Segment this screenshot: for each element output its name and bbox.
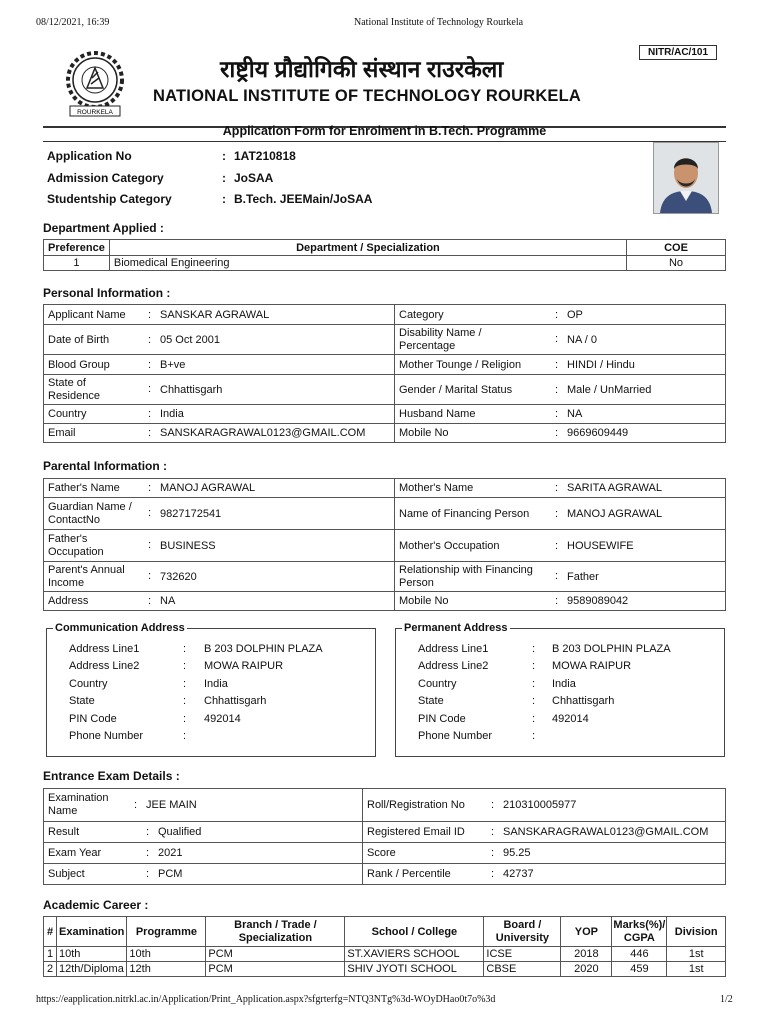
summary-colon: : <box>222 192 226 206</box>
acad-col-school: School / College <box>345 917 484 947</box>
parental-heading: Parental Information : <box>43 459 168 473</box>
perm-label: Phone Number <box>418 730 492 742</box>
exam-label: Exam Year <box>48 847 102 859</box>
acad-cell: 10th <box>127 947 206 962</box>
table-row: Email : SANSKARAGRAWAL0123@GMAIL.COM Mobile No : 9669609449 <box>44 424 726 443</box>
personal-label: Mother Tounge / Religion <box>399 358 522 371</box>
comm-value: B 203 DOLPHIN PLAZA <box>204 643 323 655</box>
parental-value: SARITA AGRAWAL <box>567 482 662 494</box>
acad-cell: 1 <box>44 947 57 962</box>
acad-col-index: # <box>44 917 57 947</box>
acad-col-examination: Examination <box>57 917 127 947</box>
table-row: State of Residence: Chhattisgarh Gender / Marital Status : Male / UnMarried <box>44 375 726 405</box>
comm-value: Chhattisgarh <box>204 695 267 707</box>
parental-value: 732620 <box>160 570 197 583</box>
dept-col-coe: COE <box>627 240 726 256</box>
comm-colon: : <box>183 695 187 707</box>
form-title: Application Form for Enrolment in B.Tech. Programme <box>222 124 547 138</box>
acad-cell: 12th/Diploma <box>57 962 127 977</box>
personal-label: Gender / Marital Status <box>399 383 513 396</box>
table-row <box>44 947 726 962</box>
personal-value: Chhattisgarh <box>160 383 223 396</box>
perm-value: 492014 <box>552 713 589 725</box>
department-heading: Department Applied : <box>43 221 164 235</box>
parental-value: NA <box>160 595 176 607</box>
table-row: Father's Name : MANOJ AGRAWAL Mother's Name : SARITA AGRAWAL <box>44 479 726 498</box>
parental-value: 9827172541 <box>160 507 222 520</box>
academic-heading: Academic Career : <box>43 898 149 912</box>
exam-label: Registered Email ID <box>367 826 465 838</box>
acad-cell: 2 <box>44 962 57 977</box>
personal-value: SANSKARAGRAWAL0123@GMAIL.COM <box>160 427 366 439</box>
personal-value: B+ve <box>160 358 186 371</box>
perm-value: Chhattisgarh <box>552 695 615 707</box>
acad-cell: CBSE <box>484 962 561 977</box>
personal-label: Email <box>48 427 76 439</box>
summary-colon: : <box>222 149 226 163</box>
personal-value: 05 Oct 2001 <box>160 333 220 346</box>
comm-label: Address Line2 <box>69 660 140 672</box>
perm-label: State <box>418 695 444 707</box>
exam-label: Score <box>367 847 396 859</box>
exam-value: 2021 <box>158 847 183 859</box>
print-datetime: 08/12/2021, 16:39 <box>36 17 110 28</box>
exam-label: Subject <box>48 868 85 880</box>
personal-label: Blood Group <box>48 358 110 371</box>
parental-value: MANOJ AGRAWAL <box>160 482 256 494</box>
comm-label: Address Line1 <box>69 643 140 655</box>
parental-value: Father <box>567 570 599 583</box>
personal-label: Category <box>399 308 444 321</box>
comm-value: 492014 <box>204 713 241 725</box>
acad-col-yop: YOP <box>561 917 612 947</box>
perm-value: MOWA RAIPUR <box>552 660 632 672</box>
table-row: Address : NA Mobile No : 9589089042 <box>44 592 726 611</box>
comm-label: State <box>69 695 95 707</box>
personal-value: SANSKAR AGRAWAL <box>160 308 270 321</box>
personal-label: Mobile No <box>399 427 449 439</box>
table-row: Result : Qualified Registered Email ID : SANSKARAGRAWAL0123@GMAIL.COM <box>44 822 726 843</box>
dept-cell-department: Biomedical Engineering <box>109 256 626 271</box>
summary-value-studentship-category: B.Tech. JEEMain/JoSAA <box>234 192 373 206</box>
exam-value: JEE MAIN <box>146 798 197 811</box>
perm-colon: : <box>532 695 536 707</box>
personal-value: India <box>160 408 184 420</box>
acad-col-marks: Marks(%)/ CGPA <box>612 917 667 947</box>
perm-label: Address Line1 <box>418 643 489 655</box>
acad-cell: 459 <box>612 962 667 977</box>
table-row: Country : India Husband Name : NA <box>44 405 726 424</box>
acad-cell: 2018 <box>561 947 612 962</box>
exam-table <box>43 788 726 885</box>
parental-label: Father's Occupation <box>48 532 104 558</box>
exam-label: Roll/Registration No <box>367 799 465 811</box>
parental-table <box>43 478 726 611</box>
department-table <box>43 239 726 271</box>
exam-value: PCM <box>158 868 183 880</box>
acad-cell: ICSE <box>484 947 561 962</box>
acad-cell: 2020 <box>561 962 612 977</box>
parental-label: Mother's Name <box>399 482 474 494</box>
table-row: Father's Occupation: BUSINESS Mother's Occupation : HOUSEWIFE <box>44 530 726 562</box>
table-row <box>44 256 726 271</box>
exam-value: 42737 <box>503 868 534 880</box>
parental-label: Relationship with Financing Person <box>399 563 533 589</box>
exam-label: Result <box>48 826 80 838</box>
acad-cell: 1st <box>667 947 726 962</box>
personal-value: NA / 0 <box>567 333 597 346</box>
summary-value-application-no: 1AT210818 <box>234 149 296 163</box>
academic-table <box>43 916 726 977</box>
exam-value: 95.25 <box>503 847 531 859</box>
personal-value: NA <box>567 408 583 420</box>
perm-label: PIN Code <box>418 713 466 725</box>
parental-value: HOUSEWIFE <box>567 539 634 552</box>
institute-name-hindi: राष्ट्रीय प्रौद्योगिकी संस्थान राउरकेला <box>220 56 504 82</box>
acad-cell: PCM <box>206 962 345 977</box>
perm-colon: : <box>532 730 536 742</box>
dept-col-department: Department / Specialization <box>109 240 626 256</box>
personal-value: OP <box>567 308 583 321</box>
perm-value: India <box>552 678 576 690</box>
parental-value: MANOJ AGRAWAL <box>567 507 663 520</box>
comm-label: Phone Number <box>69 730 143 742</box>
comm-colon: : <box>183 730 187 742</box>
parental-label: Father's Name <box>48 482 120 494</box>
form-code: NITR/AC/101 <box>639 45 717 60</box>
personal-label: Applicant Name <box>48 308 126 321</box>
table-row: Parent's Annual Income: 732620 Relationship with Financing Person: Father <box>44 562 726 592</box>
parental-label: Address <box>48 595 89 607</box>
acad-cell: SHIV JYOTI SCHOOL <box>345 962 484 977</box>
acad-col-board: Board / University <box>484 917 561 947</box>
parental-label: Parent's Annual Income <box>48 563 125 589</box>
personal-value: 9669609449 <box>567 427 629 439</box>
comm-colon: : <box>183 643 187 655</box>
perm-colon: : <box>532 643 536 655</box>
perm-label: Country <box>418 678 457 690</box>
print-page-title: National Institute of Technology Rourkela <box>354 17 524 28</box>
perm-value: B 203 DOLPHIN PLAZA <box>552 643 671 655</box>
parental-label: Mobile No <box>399 595 449 607</box>
table-row: Subject : PCM Rank / Percentile : 42737 <box>44 864 726 885</box>
applicant-photo <box>653 142 719 214</box>
perm-label: Address Line2 <box>418 660 489 672</box>
acad-cell: 446 <box>612 947 667 962</box>
table-row: Exam Year : 2021 Score : 95.25 <box>44 843 726 864</box>
print-url: https://eapplication.nitrkl.ac.in/Application/Print_Application.aspx?sfgrterfg=NTQ3NTg%3d-WOyDHao0t7o%3d <box>36 994 496 1005</box>
parental-value: 9589089042 <box>567 595 629 607</box>
perm-colon: : <box>532 713 536 725</box>
dept-cell-preference: 1 <box>44 256 110 271</box>
parental-label: Name of Financing Person <box>399 507 530 520</box>
personal-value: HINDI / Hindu <box>567 358 635 371</box>
comm-label: Country <box>69 678 108 690</box>
table-row <box>44 962 726 977</box>
table-row: Applicant Name : SANSKAR AGRAWAL Category : OP <box>44 305 726 325</box>
comm-colon: : <box>183 678 187 690</box>
table-row: Date of Birth : 05 Oct 2001 Disability Name / Percentage: NA / 0 <box>44 325 726 355</box>
acad-col-division: Division <box>667 917 726 947</box>
parental-value: BUSINESS <box>160 539 216 552</box>
acad-cell: 12th <box>127 962 206 977</box>
summary-colon: : <box>222 171 226 185</box>
acad-cell: 1st <box>667 962 726 977</box>
comm-value: MOWA RAIPUR <box>204 660 284 672</box>
institute-logo <box>54 48 136 118</box>
personal-value: Male / UnMarried <box>567 383 652 396</box>
acad-cell: PCM <box>206 947 345 962</box>
acad-col-programme: Programme <box>127 917 206 947</box>
communication-address-heading: Communication Address <box>55 622 185 634</box>
comm-value: India <box>204 678 228 690</box>
parental-label: Mother's Occupation <box>399 539 500 552</box>
personal-label: Date of Birth <box>48 333 110 346</box>
perm-colon: : <box>532 660 536 672</box>
personal-label: Disability Name / Percentage <box>399 326 482 352</box>
summary-label-admission-category: Admission Category <box>47 171 164 185</box>
personal-table <box>43 304 726 443</box>
personal-label: Husband Name <box>399 408 476 420</box>
exam-value: SANSKARAGRAWAL0123@GMAIL.COM <box>503 826 709 838</box>
table-row: Examination Name: JEE MAIN Roll/Registration No : 210310005977 <box>44 789 726 822</box>
institute-name-english: NATIONAL INSTITUTE OF TECHNOLOGY ROURKELA <box>153 87 582 105</box>
acad-cell: 10th <box>57 947 127 962</box>
table-row: Blood Group : B+ve Mother Tounge / Religion : HINDI / Hindu <box>44 355 726 375</box>
exam-label: Examination Name <box>48 792 109 817</box>
comm-label: PIN Code <box>69 713 117 725</box>
perm-colon: : <box>532 678 536 690</box>
acad-col-branch: Branch / Trade / Specialization <box>206 917 345 947</box>
summary-value-admission-category: JoSAA <box>234 171 274 185</box>
title-underline <box>43 141 726 142</box>
dept-cell-coe: No <box>627 256 726 271</box>
table-row: Guardian Name / ContactNo: 9827172541 Name of Financing Person : MANOJ AGRAWAL <box>44 498 726 530</box>
exam-value: 210310005977 <box>503 799 577 811</box>
summary-label-application-no: Application No <box>47 149 132 163</box>
acad-cell: ST.XAVIERS SCHOOL <box>345 947 484 962</box>
permanent-address-heading: Permanent Address <box>404 622 508 634</box>
personal-label: Country <box>48 408 87 420</box>
logo-label: ROURKELA <box>77 109 113 116</box>
exam-value: Qualified <box>158 826 202 838</box>
print-page-number: 1/2 <box>720 994 733 1005</box>
exam-heading: Entrance Exam Details : <box>43 769 180 783</box>
summary-label-studentship-category: Studentship Category <box>47 192 172 206</box>
parental-label: Guardian Name / ContactNo <box>48 500 132 526</box>
exam-label: Rank / Percentile <box>367 868 451 880</box>
comm-colon: : <box>183 660 187 672</box>
dept-col-preference: Preference <box>44 240 110 256</box>
personal-label: State of Residence <box>48 376 100 402</box>
personal-heading: Personal Information : <box>43 286 171 300</box>
comm-colon: : <box>183 713 187 725</box>
